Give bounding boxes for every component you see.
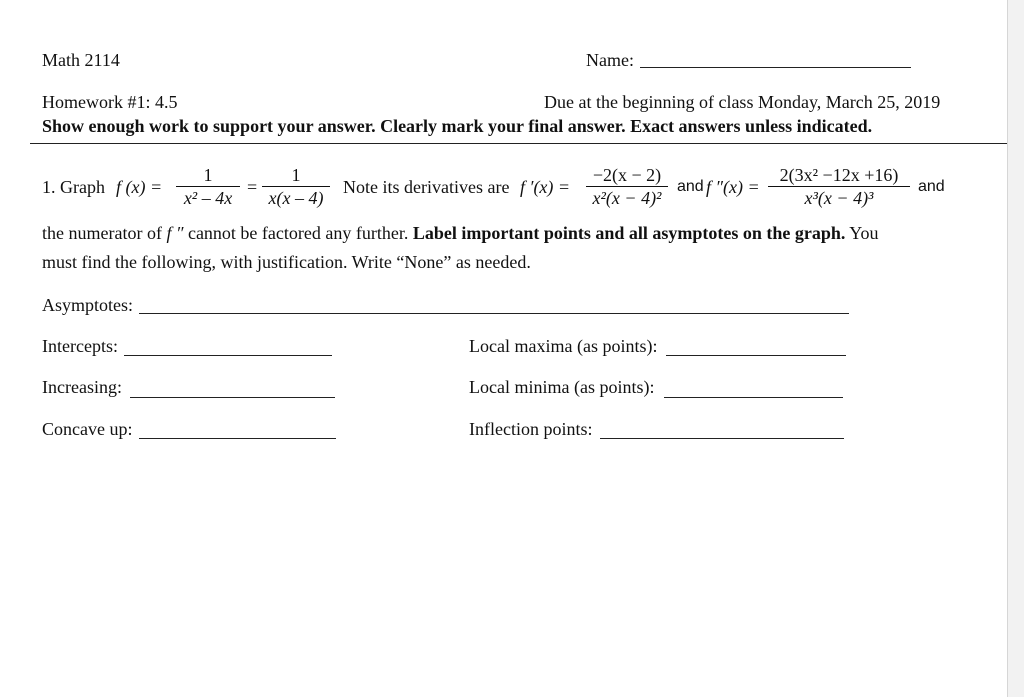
instructions: Show enough work to support your answer. Clearly mark your final answer. Exact answers unless indicated. <box>42 116 873 136</box>
name-label: Name: <box>586 50 634 70</box>
increasing-blank[interactable] <box>130 397 335 398</box>
divider <box>30 143 1008 144</box>
local-maxima-label: Local maxima (as points): <box>469 336 658 356</box>
name-blank[interactable] <box>640 67 911 68</box>
and-word-1: and <box>677 178 704 195</box>
derivatives-note: Note its derivatives are <box>343 177 510 197</box>
local-minima-blank[interactable] <box>664 397 843 398</box>
intercepts-label: Intercepts: <box>42 336 118 356</box>
intercepts-blank[interactable] <box>124 355 332 356</box>
problem-text-line-2: the numerator of f ″ cannot be factored any further. Label important points and all asymptotes on the graph. You <box>42 223 879 243</box>
inflection-label: Inflection points: <box>469 419 593 439</box>
due-date: Due at the beginning of class Monday, March 25, 2019 <box>544 92 941 112</box>
homework-title: Homework #1: 4.5 <box>42 92 178 112</box>
fdouble-lhs: f ″(x) = <box>706 177 760 197</box>
and-word-2: and <box>918 178 945 195</box>
fraction-1: 1 x² – 4x <box>176 165 240 208</box>
asymptotes-blank[interactable] <box>139 313 849 314</box>
concave-up-blank[interactable] <box>139 438 336 439</box>
fprime-fraction: −2(x − 2) x²(x − 4)² <box>586 165 668 208</box>
problem-number: 1. Graph <box>42 177 105 197</box>
local-minima-label: Local minima (as points): <box>469 377 655 397</box>
problem-text-line-3: must find the following, with justification. Write “None” as needed. <box>42 252 531 272</box>
increasing-label: Increasing: <box>42 377 122 397</box>
fx-lhs: f (x) = <box>116 177 163 197</box>
fdouble-fraction: 2(3x² −12x +16) x³(x − 4)³ <box>768 165 910 208</box>
course-title: Math 2114 <box>42 50 120 70</box>
vertical-scrollbar[interactable] <box>1007 0 1024 697</box>
inflection-blank[interactable] <box>600 438 844 439</box>
asymptotes-label: Asymptotes: <box>42 295 134 315</box>
fraction-2: 1 x(x – 4) <box>262 165 330 208</box>
equals-sign: = <box>247 177 258 197</box>
local-maxima-blank[interactable] <box>666 355 846 356</box>
concave-up-label: Concave up: <box>42 419 133 439</box>
fprime-lhs: f ′(x) = <box>520 177 571 197</box>
